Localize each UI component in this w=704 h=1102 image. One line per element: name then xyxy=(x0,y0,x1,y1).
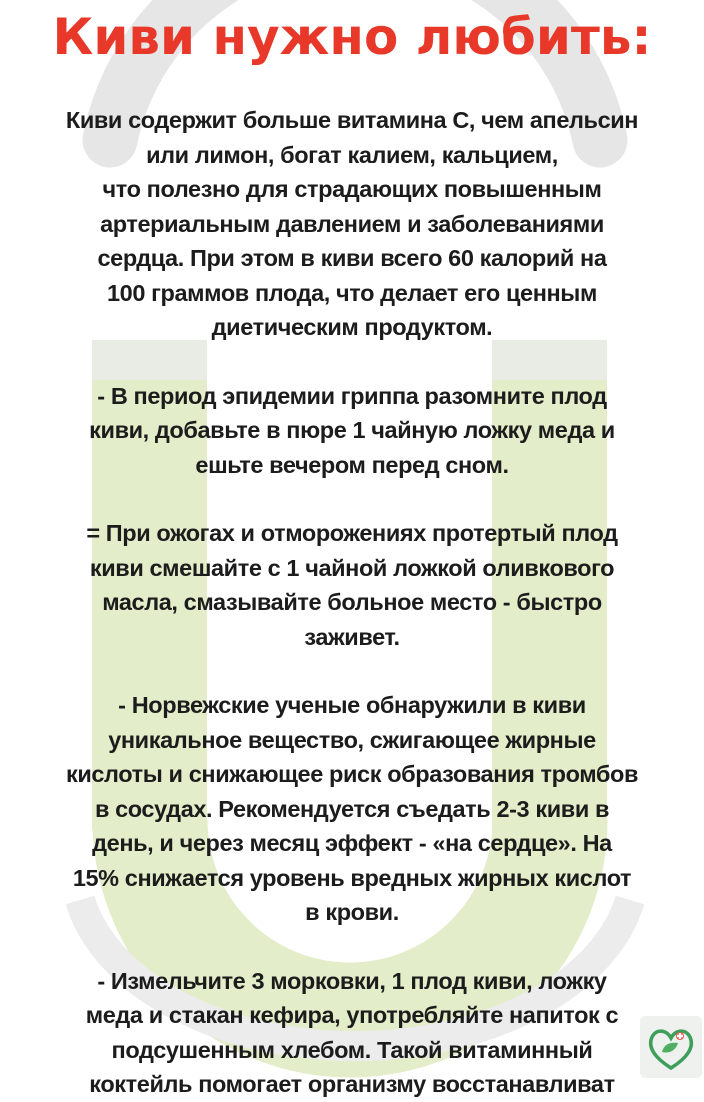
paragraph-2 xyxy=(0,379,704,483)
text-line: в крови. xyxy=(305,899,399,925)
text-line: - Измельчите 3 морковки, 1 плод киви, ложку xyxy=(97,967,607,994)
paragraph-4 xyxy=(0,688,704,930)
text-line: киви, добавьте в пюре 1 чайную ложку меда и xyxy=(89,417,615,443)
text-line: диетическим продуктом. xyxy=(211,314,493,340)
text-line: уникальное вещество, сжигающее жирные xyxy=(108,726,596,753)
text-line: 15% снижается уровень вредных жирных кислот xyxy=(72,864,632,891)
text-line: день, и через месяц эффект - «на сердце». На xyxy=(92,830,612,856)
paragraph-5 xyxy=(0,964,704,1102)
text-line: ешьте вечером перед сном. xyxy=(195,451,509,478)
text-line: 100 граммов плода, что делает его ценным xyxy=(107,279,597,306)
text-line: или лимон, богат калием, кальцием, xyxy=(146,141,558,168)
page-title: Киви нужно любить: xyxy=(52,8,652,66)
text-line: киви смешайте с 1 чайной ложкой оливкового xyxy=(89,554,615,581)
text-line: сердца. При этом в киви всего 60 калорий на xyxy=(97,245,607,271)
text-line: что полезно для страдающих повышенным xyxy=(102,176,602,202)
text-line: в сосудах. Рекомендуется съедать 2-3 киви в xyxy=(94,795,610,822)
text-line: масла, смазывайте больное место - быстро xyxy=(102,589,602,615)
text-line: заживет. xyxy=(304,623,400,650)
heart-leaf-logo-icon xyxy=(640,1016,702,1078)
paragraph-1 xyxy=(0,103,704,345)
text-line: коктейль помогает организму восстанавливат xyxy=(89,1071,615,1097)
text-line: кислоты и снижающее риск образования тромбов xyxy=(65,761,639,787)
text-line: артериальным давлением и заболеваниями xyxy=(100,210,604,237)
text-line: меда и стакан кефира, употребляйте напиток с xyxy=(85,1002,619,1028)
text-line: - Норвежские ученые обнаружили в киви xyxy=(118,692,586,718)
paragraph-3 xyxy=(0,516,704,654)
text-line: подсушенным хлебом. Такой витаминный xyxy=(111,1036,593,1063)
text-line: = При ожогах и отморожениях протертый плод xyxy=(86,520,618,546)
text-line: - В период эпидемии гриппа разомните плод xyxy=(97,382,607,409)
text-line: Киви содержит больше витамина С, чем апельсин xyxy=(65,107,639,133)
